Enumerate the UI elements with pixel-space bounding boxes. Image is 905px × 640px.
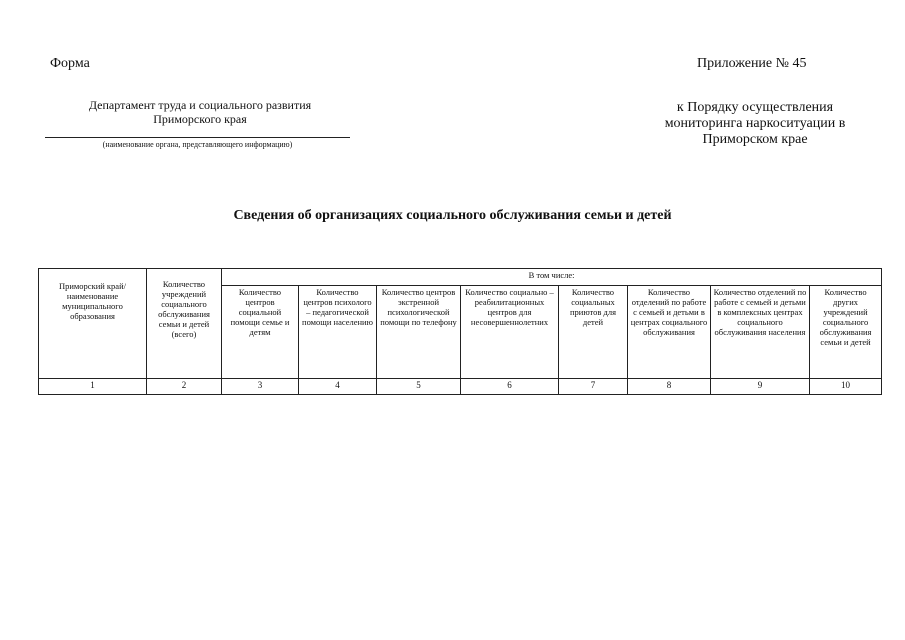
appendix-number: Приложение № 45 <box>697 56 807 71</box>
order-line-2: мониторинга наркоситуации в <box>664 116 846 131</box>
header-shelters: Количество социальных приютов для детей <box>559 286 628 379</box>
column-number: 10 <box>810 379 882 395</box>
department-line-1: Департамент труда и социального развития <box>88 98 312 112</box>
column-number: 3 <box>222 379 299 395</box>
department-line-2: Приморского края <box>153 112 247 126</box>
header-family-departments: Количество отделений по работе с семьей и детьми в центрах социального обслуживания <box>628 286 711 379</box>
column-number: 4 <box>299 379 377 395</box>
order-line-1: к Порядку осуществления <box>676 100 834 115</box>
table-header-row <box>39 269 882 286</box>
header-rehab-centers: Количество социально – реабилитационных центров для несовершеннолетних <box>461 286 559 379</box>
order-reference <box>645 100 865 148</box>
header-complex-center-departments: Количество отделений по работе с семьей и детьми в комплексных центрах социального обслуживания населения <box>711 286 810 379</box>
header-psych-pedagogical-centers: Количество центров психолого – педагогической помощи населению <box>299 286 377 379</box>
column-number: 8 <box>628 379 711 395</box>
column-number: 5 <box>377 379 461 395</box>
column-number: 7 <box>559 379 628 395</box>
document-title: Сведения об организациях социального обслуживания семьи и детей <box>233 208 672 223</box>
report-form-table <box>38 268 882 395</box>
header-including-group: В том числе: <box>222 269 882 286</box>
column-number: 6 <box>461 379 559 395</box>
header-total-institutions: Количество учреждений социального обслуживания семьи и детей (всего) <box>147 269 222 379</box>
order-line-3: Приморском крае <box>702 132 808 147</box>
header-family-centers: Количество центров социальной помощи семье и детям <box>222 286 299 379</box>
column-number: 9 <box>711 379 810 395</box>
header-phone-help-centers: Количество центров экстренной психологической помощи по телефону <box>377 286 461 379</box>
column-number-row <box>39 379 882 395</box>
column-number: 1 <box>39 379 147 395</box>
form-label: Форма <box>50 56 90 71</box>
header-region: Приморский край/ наименование муниципального образования <box>39 269 147 379</box>
column-number: 2 <box>147 379 222 395</box>
department-caption: (наименование органа, представляющего информацию) <box>102 140 293 149</box>
header-other-institutions: Количество других учреждений социального обслуживания семьи и детей <box>810 286 882 379</box>
department-name <box>50 98 350 126</box>
department-underline <box>45 137 350 138</box>
